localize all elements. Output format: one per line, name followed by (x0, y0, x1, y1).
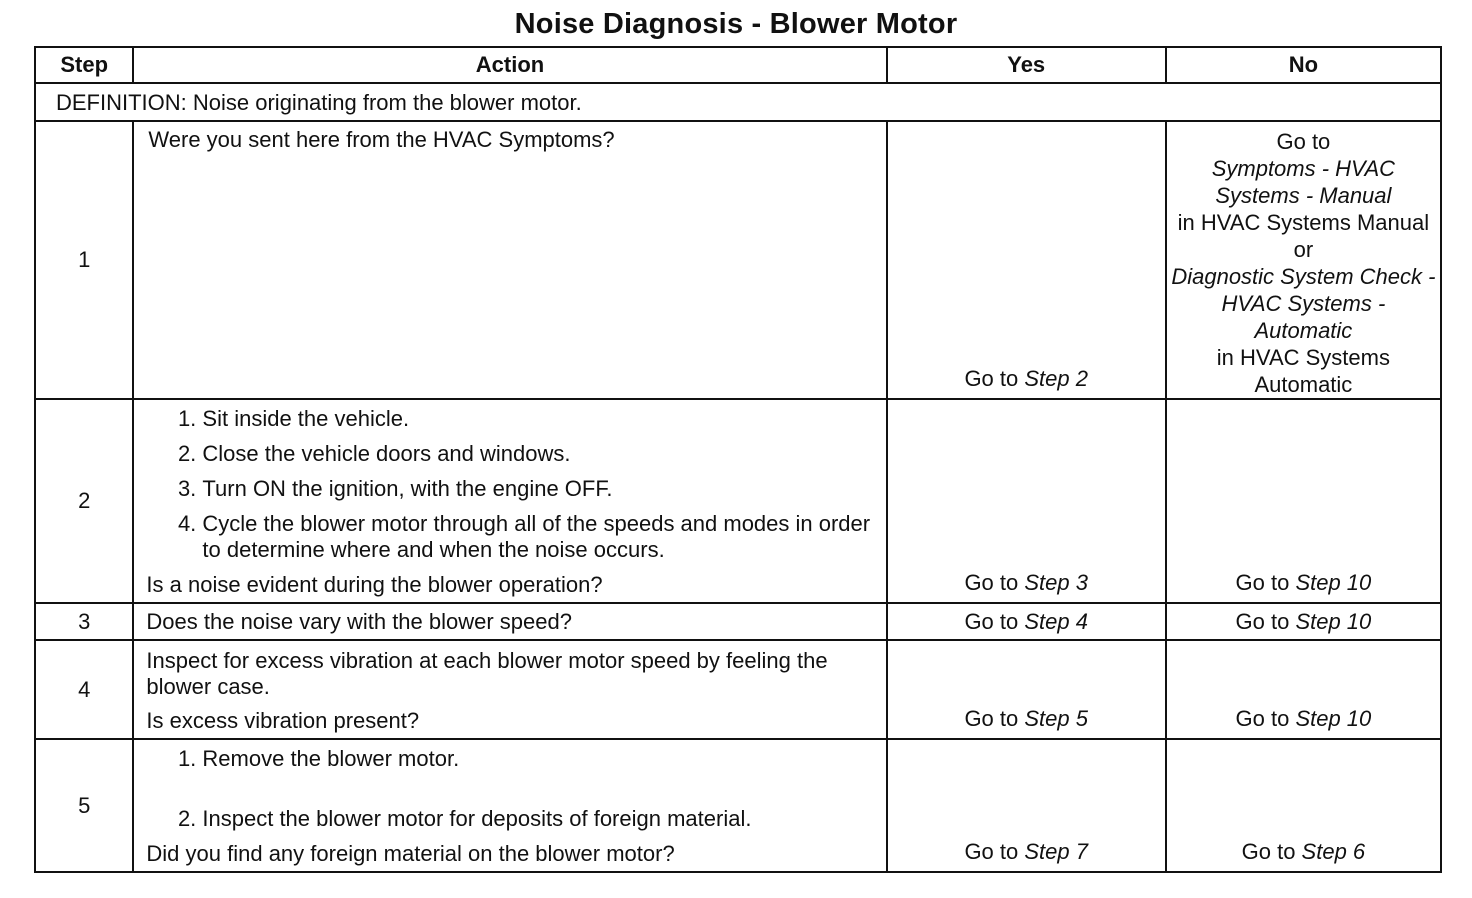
no-text: Go to (1276, 129, 1331, 154)
no-step-link[interactable]: Step 10 (1295, 570, 1372, 595)
header-yes: Yes (887, 47, 1166, 83)
step-question: Were you sent here from the HVAC Symptoms? (148, 127, 615, 152)
table-row (35, 640, 1441, 739)
no-ref-automatic[interactable]: Diagnostic System Check - HVAC Systems - Automatic (1171, 264, 1436, 343)
yes-cell (887, 603, 1166, 640)
yes-prefix: Go to (964, 366, 1025, 391)
table-row (35, 603, 1441, 640)
table-row (35, 739, 1441, 872)
definition-text: DEFINITION: Noise originating from the blower motor. (35, 83, 1441, 121)
no-prefix: Go to (1235, 706, 1296, 731)
no-cell (1166, 603, 1441, 640)
instruction-item: 4. Cycle the blower motor through all of the speeds and modes in order to determine where and when the noise occurs. (202, 511, 875, 563)
yes-step-link[interactable]: Step 2 (1024, 366, 1088, 391)
yes-cell (887, 640, 1166, 739)
definition-row (35, 83, 1441, 121)
yes-step-link[interactable]: Step 4 (1024, 608, 1088, 634)
yes-prefix: Go to (964, 706, 1025, 731)
instruction-item: 2. Inspect the blower motor for deposits of foreign material. (202, 806, 875, 832)
step-question: Is a noise evident during the blower operation? (146, 572, 603, 597)
step-number: 4 (35, 640, 133, 739)
yes-step-link[interactable]: Step 7 (1024, 839, 1088, 864)
yes-cell (887, 739, 1166, 872)
step-question: Did you find any foreign material on the blower motor? (146, 841, 675, 866)
instruction-item: 1. Remove the blower motor. (202, 746, 875, 772)
no-prefix: Go to (1241, 839, 1302, 864)
step-question: Is excess vibration present? (146, 708, 420, 733)
page-title: Noise Diagnosis - Blower Motor (514, 8, 958, 40)
header-action: Action (133, 47, 886, 83)
instruction-item: 2. Close the vehicle doors and windows. (202, 441, 875, 467)
instruction-item: 1. Sit inside the vehicle. (202, 406, 875, 432)
step-number: 2 (35, 399, 133, 603)
no-text: in HVAC Systems Automatic (1216, 345, 1390, 397)
no-cell (1166, 121, 1441, 399)
no-prefix: Go to (1235, 570, 1296, 595)
diagnosis-table (34, 46, 1442, 873)
step-number: 5 (35, 739, 133, 872)
yes-cell (887, 399, 1166, 603)
no-step-link[interactable]: Step 10 (1295, 706, 1372, 731)
no-step-link[interactable]: Step 10 (1295, 608, 1372, 634)
yes-step-link[interactable]: Step 3 (1024, 570, 1088, 595)
no-prefix: Go to (1235, 608, 1296, 634)
step-text: Inspect for excess vibration at each blower motor speed by feeling the blower case. (146, 648, 828, 699)
yes-prefix: Go to (964, 608, 1025, 634)
step-instructions (146, 406, 875, 563)
header-step: Step (35, 47, 133, 83)
header-no: No (1166, 47, 1441, 83)
yes-prefix: Go to (964, 839, 1025, 864)
step-number: 3 (35, 603, 133, 640)
no-cell (1166, 640, 1441, 739)
yes-cell (887, 121, 1166, 399)
yes-prefix: Go to (964, 570, 1025, 595)
header-row (35, 47, 1441, 83)
no-text: in HVAC Systems Manual or (1177, 210, 1430, 262)
step-question: Does the noise vary with the blower speed? (146, 609, 572, 634)
table-row (35, 399, 1441, 603)
no-cell (1166, 399, 1441, 603)
step-number: 1 (35, 121, 133, 399)
step-instructions (146, 746, 875, 832)
table-row (35, 121, 1441, 399)
no-ref-manual[interactable]: Symptoms - HVAC Systems - Manual (1211, 156, 1396, 208)
instruction-item: 3. Turn ON the ignition, with the engine OFF. (202, 476, 875, 502)
yes-step-link[interactable]: Step 5 (1024, 706, 1088, 731)
no-step-link[interactable]: Step 6 (1301, 839, 1366, 864)
no-cell (1166, 739, 1441, 872)
